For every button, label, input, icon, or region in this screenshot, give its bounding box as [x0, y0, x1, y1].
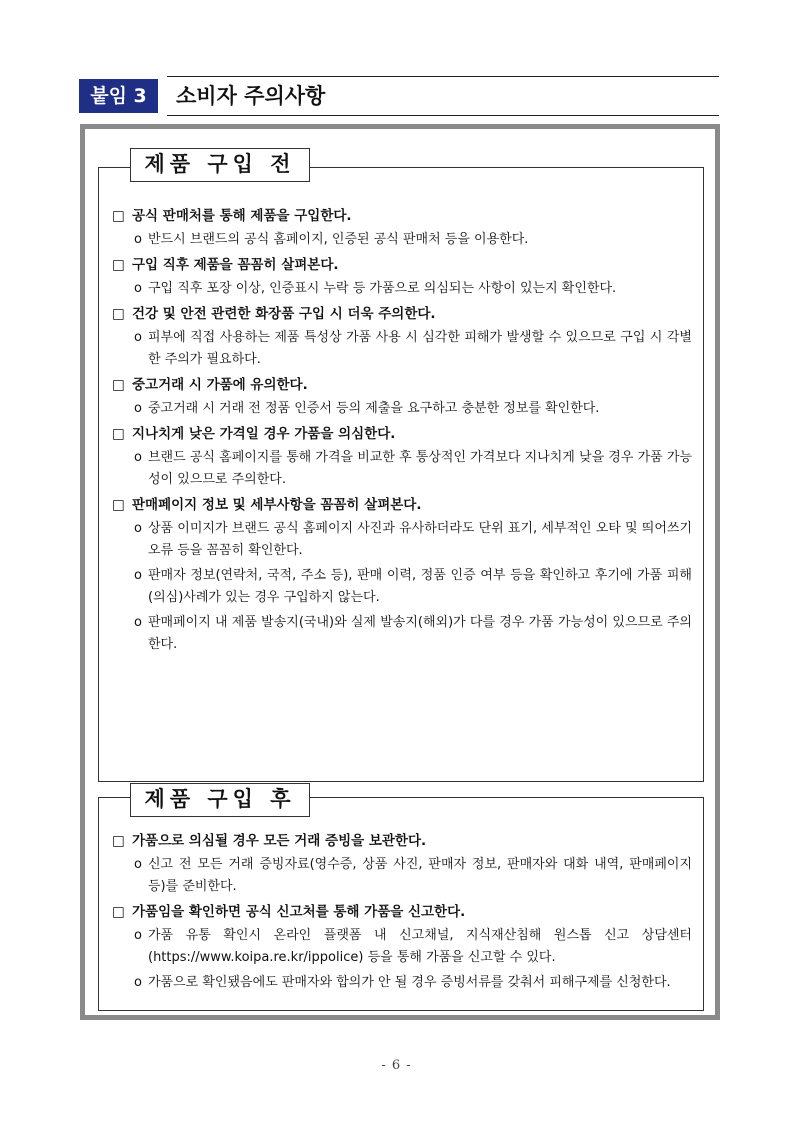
page-number: - 6 -: [381, 1058, 412, 1073]
checkbox-marker: □: [112, 208, 125, 224]
item-point-text: 판매페이지 내 제품 발송지(국내)와 실제 발송지(해외)가 다를 경우 가품 가능성이 있으므로 주의한다.: [148, 615, 692, 652]
item-point: [112, 854, 692, 898]
item-heading-text: 구입 직후 제품을 꼼꼼히 살펴본다.: [132, 257, 339, 273]
item-point-text: 판매자 정보(연락처, 국적, 주소 등), 판매 이력, 정품 인증 여부 등을 확인하고 후기에 가품 피해(의심)사례가 있는 경우 구입하지 않는다.: [148, 568, 692, 605]
item-point: [112, 229, 692, 251]
checkbox-marker: □: [112, 426, 125, 442]
item-point-text: 반드시 브랜드의 공식 홈페이지, 인증된 공식 판매처 등을 이용한다.: [148, 232, 529, 247]
bullet-marker: o: [134, 568, 142, 583]
item-heading: [112, 423, 692, 445]
item-point: [112, 518, 692, 562]
item-point-text: 피부에 직접 사용하는 제품 특성상 가품 사용 시 심각한 피해가 발생할 수 있으므로 구입 시 각별한 주의가 필요하다.: [148, 330, 692, 367]
item-heading-text: 판매페이지 정보 및 세부사항을 꼼꼼히 살펴본다.: [132, 497, 422, 513]
item-heading-text: 중고거래 시 가품에 유의한다.: [132, 377, 308, 393]
header-rule-bottom: [167, 115, 719, 116]
item-heading: [112, 254, 692, 276]
bullet-marker: o: [134, 281, 142, 296]
item-point-text: 상품 이미지가 브랜드 공식 홈페이지 사진과 유사하더라도 단위 표기, 세부적인 오타 및 띄어쓰기 오류 등을 꼼꼼히 확인한다.: [148, 521, 692, 558]
bullet-marker: o: [134, 232, 142, 247]
section-title-before: 제품 구입 전: [130, 148, 310, 182]
item-heading: [112, 830, 692, 852]
bullet-marker: o: [134, 450, 142, 465]
checkbox-marker: □: [112, 377, 125, 393]
checkbox-marker: □: [112, 306, 125, 322]
item-point: [112, 565, 692, 609]
checkbox-marker: □: [112, 833, 125, 849]
item-heading: [112, 303, 692, 325]
section-after-content: [112, 827, 692, 994]
document-header: [79, 76, 719, 116]
item-point-text: 브랜드 공식 홈페이지를 통해 가격을 비교한 후 통상적인 가격보다 지나치게 낮을 경우 가품 가능성이 있으므로 주의한다.: [148, 450, 692, 487]
item-point-text: 가품 유통 확인시 온라인 플랫폼 내 신고채널, 지식재산침해 원스톱 신고 상담센터(https://www.koipa.re.kr/ippolice) 등을 통해 가품을 신고할 수 있다.: [148, 928, 692, 965]
item-point-text: 가품으로 확인됐음에도 판매자와 합의가 안 될 경우 증빙서류를 갖춰서 피해구제를 신청한다.: [148, 975, 671, 990]
checkbox-marker: □: [112, 904, 125, 920]
item-point: [112, 327, 692, 371]
item-point-text: 중고거래 시 거래 전 정품 인증서 등의 제출을 요구하고 충분한 정보를 확인한다.: [148, 401, 600, 416]
item-heading: [112, 205, 692, 227]
item-heading-text: 지나치게 낮은 가격일 경우 가품을 의심한다.: [132, 426, 396, 442]
checkbox-marker: □: [112, 497, 125, 513]
attachment-tag: 붙임 3: [79, 79, 158, 113]
section-title-after: 제품 구입 후: [130, 783, 310, 817]
item-point: [112, 972, 692, 994]
item-heading-text: 건강 및 안전 관련한 화장품 구입 시 더욱 주의한다.: [132, 306, 436, 322]
bullet-marker: o: [134, 975, 142, 990]
item-heading: [112, 494, 692, 516]
item-point-text: 신고 전 모든 거래 증빙자료(영수증, 상품 사진, 판매자 정보, 판매자와 대화 내역, 판매페이지 등)를 준비한다.: [148, 857, 692, 894]
item-point: [112, 278, 692, 300]
bullet-marker: o: [134, 401, 142, 416]
item-heading-text: 가품으로 의심될 경우 모든 거래 증빙을 보관한다.: [132, 833, 427, 849]
bullet-marker: o: [134, 521, 142, 536]
checkbox-marker: □: [112, 257, 125, 273]
item-heading-text: 가품임을 확인하면 공식 신고처를 통해 가품을 신고한다.: [132, 904, 466, 920]
page-title: 소비자 주의사항: [176, 84, 326, 108]
item-point-text: 구입 직후 포장 이상, 인증표시 누락 등 가품으로 의심되는 사항이 있는지 확인한다.: [148, 281, 617, 296]
bullet-marker: o: [134, 857, 142, 872]
bullet-marker: o: [134, 615, 142, 630]
item-point: [112, 925, 692, 969]
bullet-marker: o: [134, 330, 142, 345]
item-point: [112, 398, 692, 420]
item-heading: [112, 901, 692, 923]
item-point: [112, 447, 692, 491]
bullet-marker: o: [134, 928, 142, 943]
item-point: [112, 612, 692, 656]
section-before-content: [112, 202, 692, 656]
item-heading-text: 공식 판매처를 통해 제품을 구입한다.: [132, 208, 352, 224]
header-rule-top: [167, 76, 719, 77]
item-heading: [112, 374, 692, 396]
